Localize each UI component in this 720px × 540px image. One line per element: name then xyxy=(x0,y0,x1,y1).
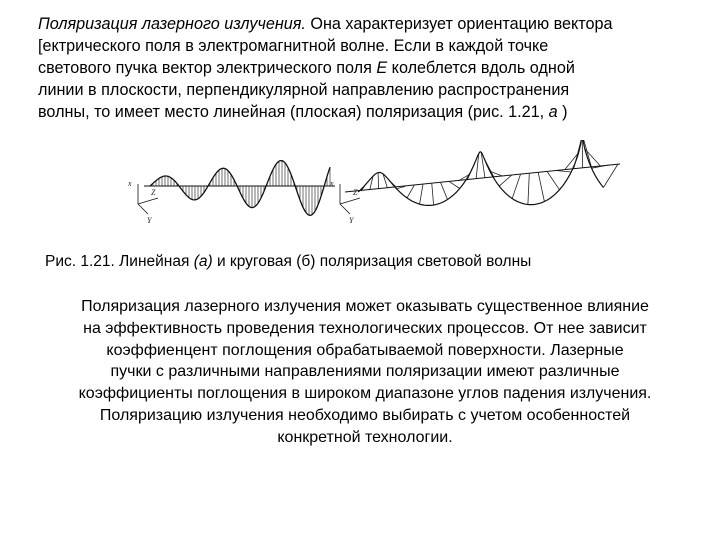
circular-axis-y-label: Y xyxy=(349,216,354,225)
intro-line-4: линии в плоскости, перпендикулярной направлению распространения xyxy=(38,81,570,99)
body-line-7: конкретной технологии. xyxy=(277,428,453,446)
linear-axis-x-label: x xyxy=(128,179,132,188)
circular-polarization-diagram xyxy=(329,140,620,225)
intro-line-1: Поляризация лазерного излучения. Она характеризует ориентацию вектора xyxy=(38,15,613,33)
figure-caption: Рис. 1.21. Линейная (а) и круговая (б) поляризация световой волны xyxy=(45,253,532,270)
body-line-6: Поляризацию излучения необходимо выбирать с учетом особенностей xyxy=(99,406,631,424)
linear-axis-z-label: Z xyxy=(151,188,156,197)
caption-label-a: (а) xyxy=(193,253,213,270)
circular-propagation-axis xyxy=(345,164,620,192)
intro-paragraph xyxy=(38,13,718,123)
linear-polarization-diagram xyxy=(127,161,335,225)
intro-line-3: светового пучка вектор электрического поля E колеблется вдоль одной xyxy=(38,59,575,77)
polarization-figure xyxy=(120,140,640,240)
body-line-3: коэффиенцент поглощения обрабатываемой поверхности. Лазерные xyxy=(106,341,624,359)
body-line-2: на эффективность проведения технологических процессов. От нее зависит xyxy=(83,319,647,337)
circular-axis-x-label: x xyxy=(330,179,334,188)
linear-axis-y-label: Y xyxy=(147,216,152,225)
circular-helix-curve xyxy=(358,140,603,205)
symbol-e: E xyxy=(376,59,388,77)
circular-axis-z-label: Z xyxy=(353,188,358,197)
body-line-4: пучки с различными направлениями поляризации имеют различные xyxy=(110,363,620,381)
symbol-a: а xyxy=(548,103,558,121)
body-line-5: коэффициенты поглощения в широком диапазоне углов падения излучения. xyxy=(78,385,652,403)
caption-label-b: (б) xyxy=(296,253,316,270)
intro-line-2: [ектрического поля в электромагнитной волне. Если в каждой точке xyxy=(38,37,549,55)
term-heading: Поляризация лазерного излучения. xyxy=(38,15,306,33)
body-line-1: Поляризация лазерного излучения может оказывать существенное влияние xyxy=(81,298,649,315)
body-paragraph xyxy=(20,296,710,449)
intro-line-5: волны, то имеет место линейная (плоская) поляризация (рис. 1.21, а ) xyxy=(38,103,568,121)
